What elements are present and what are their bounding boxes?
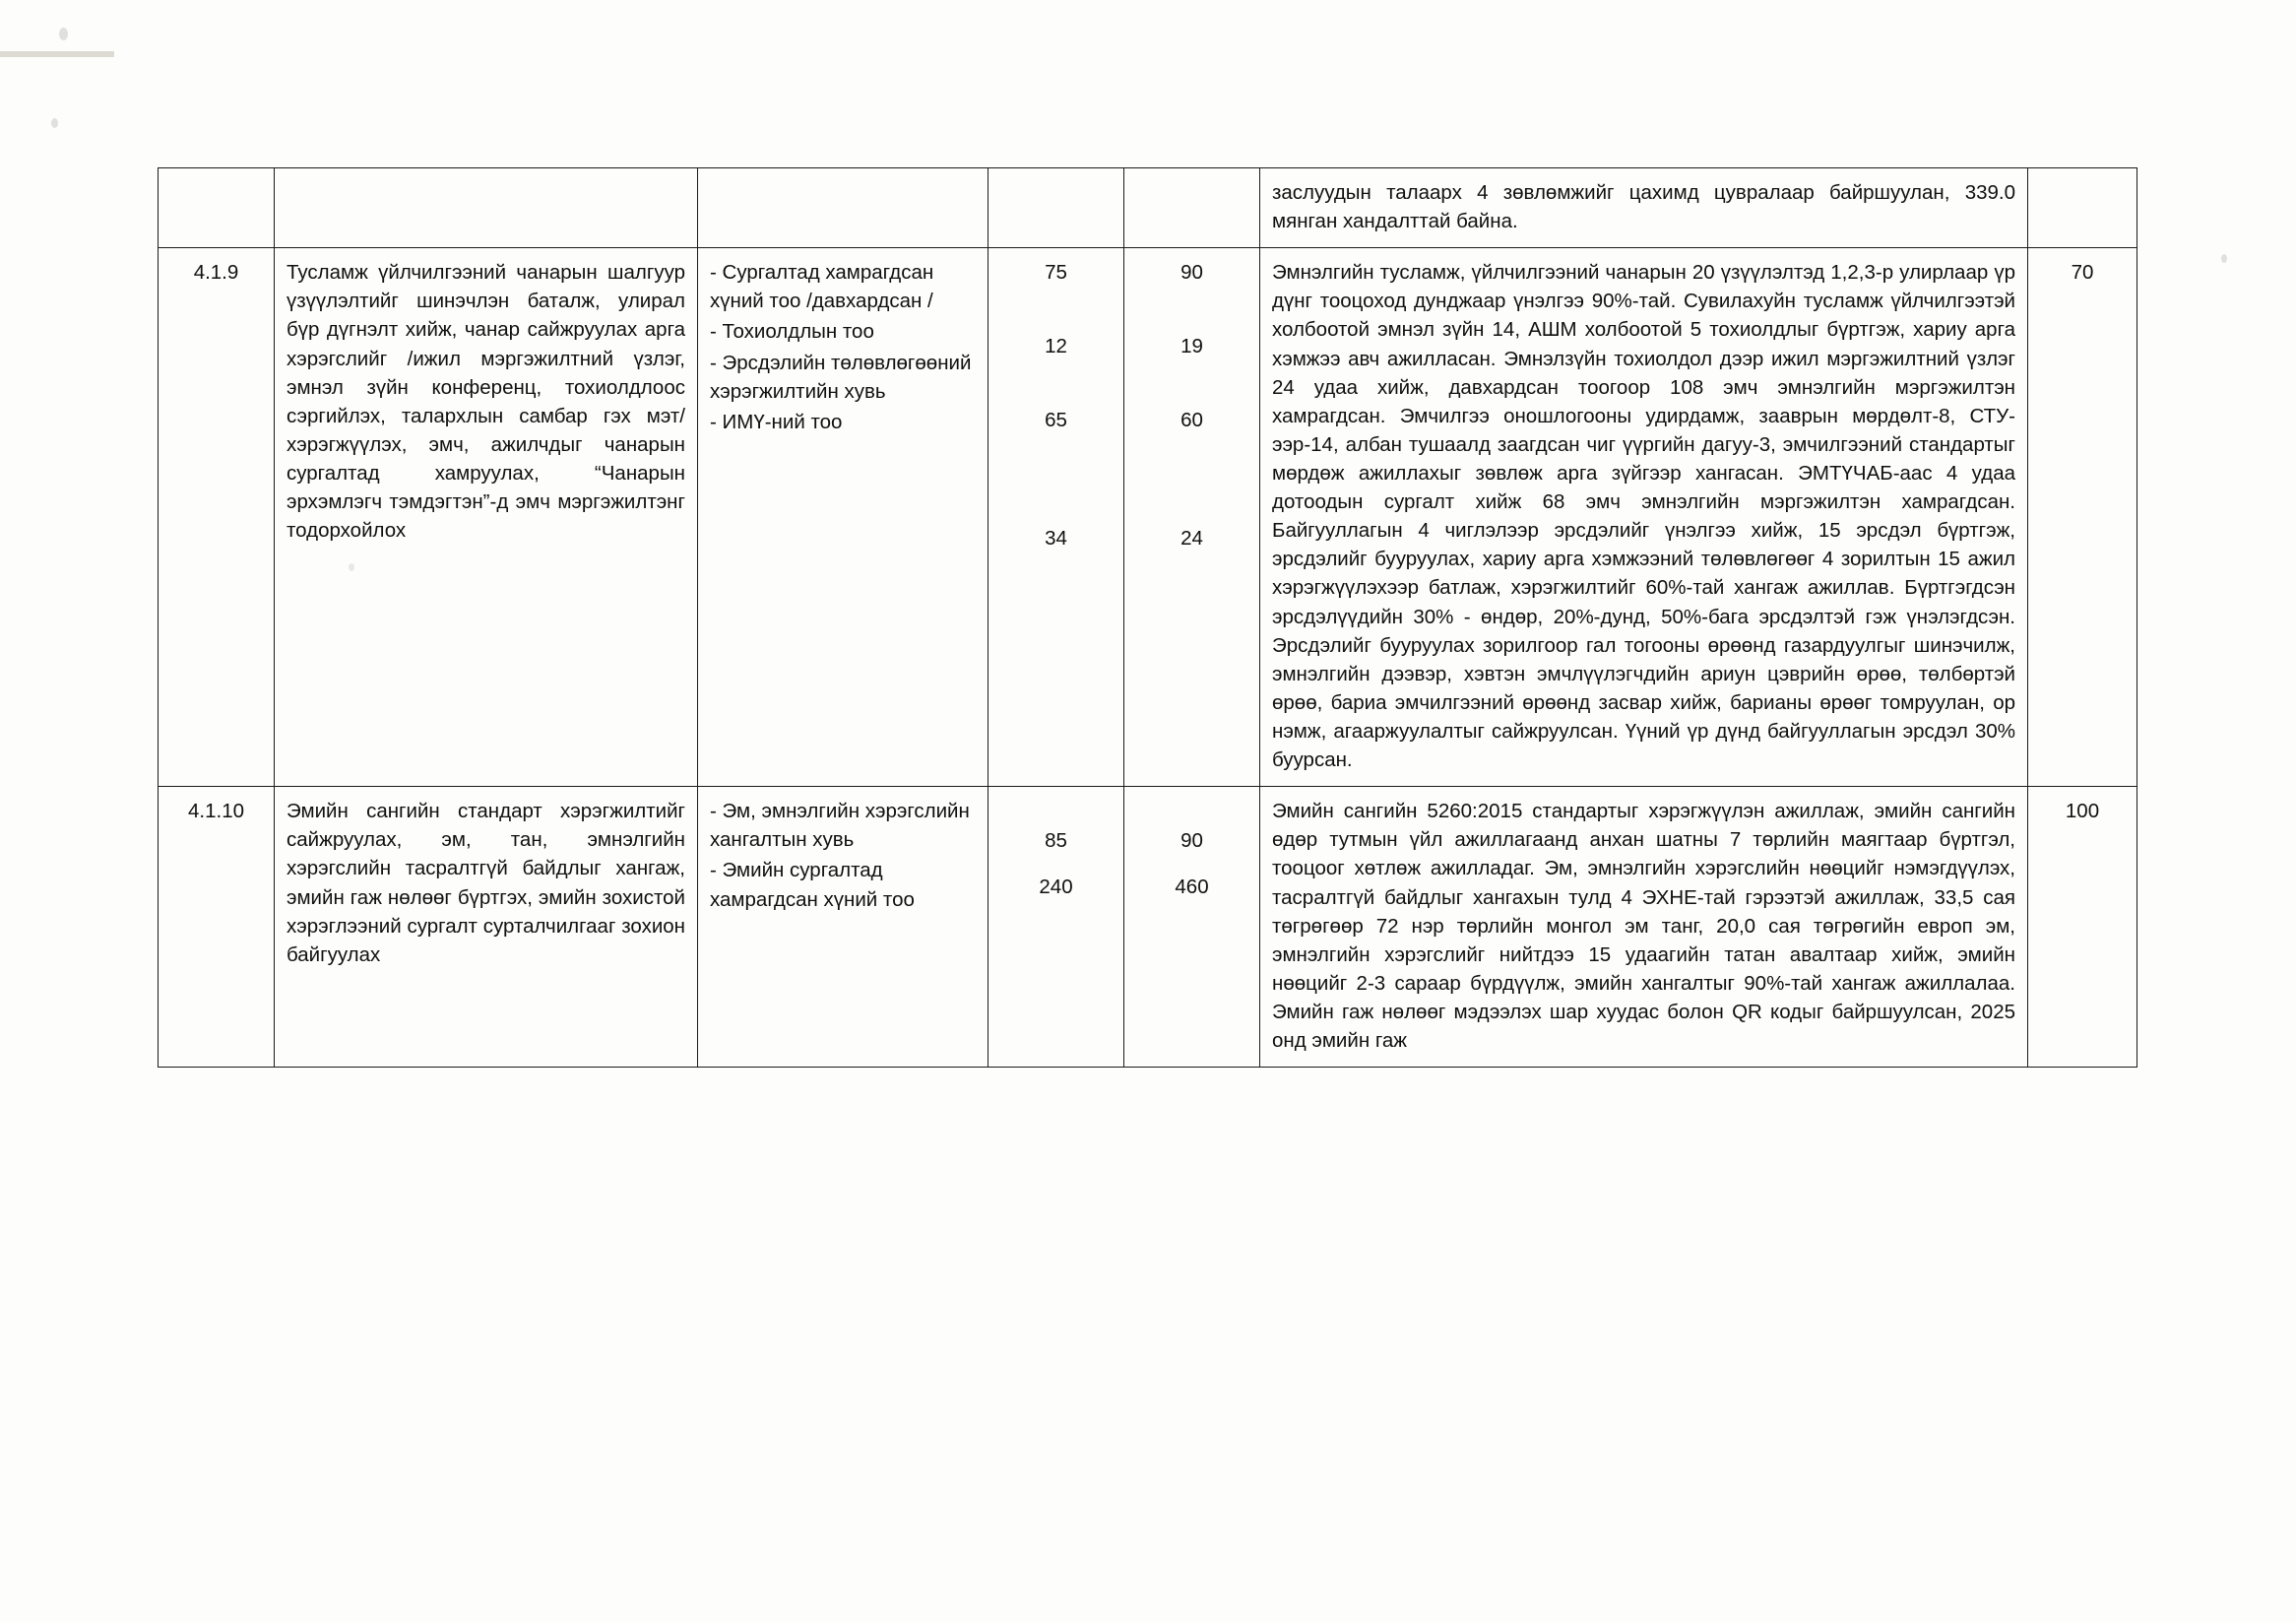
indicator-item: - Эм, эмнэлгийн хэрэгслийн хангалтын хувь (710, 800, 970, 852)
row-description-cell (1260, 787, 2028, 1068)
row-description-cell (1260, 168, 2028, 248)
row-score-cell (2028, 168, 2137, 248)
fact-value: 90 (1180, 261, 1203, 285)
indicator-item: - Эмийн сургалтад хамрагдсан хүний тоо (710, 859, 915, 911)
row-task-cell: Эмийн сангийн стандарт хэрэгжилтийг сайжруулах, эм, тан, эмнэлгийн хэрэгслийн тасралтгүй байдлыг хангаж, эмийн гаж нөлөөг бүртгэх, эмийн зохистой хэрэглээний сургалт сурталчилгааг зохион байгуулах (275, 787, 698, 1068)
row-plan-cell (989, 248, 1124, 787)
row-plan-cell (989, 168, 1124, 248)
plan-value: 240 (1039, 876, 1073, 899)
row-plan-cell (989, 787, 1124, 1068)
row-index-cell: 4.1.10 (159, 787, 275, 1068)
scan-speck (59, 28, 68, 40)
fact-value: 24 (1180, 526, 1203, 550)
row-score-cell: 70 (2028, 248, 2137, 787)
fact-value: 90 (1180, 829, 1203, 853)
row-task-cell (275, 168, 698, 248)
row-task-cell: Тусламж үйлчилгээний чанарын шалгуур үзүүлэлтийг шинэчлэн баталж, улирал бүр дүгнэлт хийж, чанар сайжруулах арга хэрэгслийг /ижил мэргэжилтний үзлэг, эмнэл зүйн конференц, тохиолдлоос сэргийлэх, талархлын самбар гэх мэт/ хэрэгжүүлэх, эмч, ажилчдыг чанарын сургалтад хамруулах, “Чанарын эрхэмлэгч тэмдэгтэн”-д эмч мэргэжилтэнг тодорхойлох (275, 248, 698, 787)
plan-value: 85 (1045, 829, 1067, 853)
row-indicator-cell (698, 248, 989, 787)
row-index-cell (159, 168, 275, 248)
table-row (159, 248, 2137, 787)
fact-value: 460 (1175, 876, 1209, 899)
indicator-item: - ИМҮ-ний тоо (710, 410, 843, 433)
plan-value: 34 (1045, 526, 1067, 550)
indicator-item: - Тохиолдлын тоо (710, 320, 874, 344)
table-row (159, 168, 2137, 248)
report-table (158, 167, 2137, 1068)
row-description-text: Эмнэлгийн тусламж, үйлчилгээний чанарын 20 үзүүлэлтэд 1,2,3-р улирлаар үр дүнг тооцоход дунджаар үнэлгээ 90%-тай. Сувилахуйн тусламж үйлчилгээтэй холбоотой эмнэл зүйн 14, АШМ холбоотой 5 тохиолдлыг бүртгэж, хариу арга хэмжээ авч ажилласан. Эмнэлзүйн тохиолдол дээр ижил мэргэжилтний үзлэг 24 удаа хийж, давхардсан тоогоор 108 эмч эмнэлгийн мэргэжилтэн хамрагдсан. Эмчилгээ оношлогооны удирдамж, зааврын мөрдөлт-8, СТУ-ээр-14, албан тушаалд заагдсан чиг үүргийн дагуу-3, эмчилгээний стандартыг мөрдөж ажиллахыг зөвлөж арга зүйгээр хангасан. ЭМТҮЧАБ-аас 4 удаа дотоодын сургалт хийж 68 эмч эмнэлгийн мэргэжилтэн хамрагдсан. Байгууллагын 4 чиглэлээр эрсдэлийг үнэлгээ хийж, 15 эрсдэл бүртгэж, эрсдэлийг бууруулах, хариу арга хэмжээний төлөвлөгөөг 4 зорилтын 15 ажил хэрэгжүүлэхээр батлаж, хэрэгжилтийг 60%-тай хангаж ажиллав. Бүртгэгдсэн эрсдэлүүдийн 30% - өндөр, 20%-дунд, 50%-бага эрсдэлтэй гэж үнэлэгдсэн. Эрсдэлийг бууруулах зорилгоор гал тогооны өрөөнд газардуулгыг шинэчилж, эмнэлгийн дээвэр, хэвтэн эмчлүүлэгчдийн ариун цэврийн өрөө, төлбөртэй өрөө, бариа эмчилгээний өрөөнд засвар хийж, барианы өрөөг томруулан, ор нэмж, агааржуулалтыг сайжруулсан. Үүний үр дүнд байгууллагын эрсдэл 30% буурсан. (1272, 261, 2015, 772)
fact-value: 60 (1180, 409, 1203, 432)
row-score-cell: 100 (2028, 787, 2137, 1068)
indicator-item: - Эрсдэлийн төлөвлөгөөний хэрэгжилтийн хувь (710, 351, 972, 403)
row-fact-cell (1124, 787, 1260, 1068)
row-indicator-cell (698, 168, 989, 248)
plan-value: 65 (1045, 409, 1067, 432)
plan-value: 75 (1045, 261, 1067, 285)
row-description-text: заслуудын талаарх 4 зөвлөмжийг цахимд цувралаар байршуулан, 339.0 мянган хандалттай байна. (1272, 181, 2015, 233)
scan-speck (51, 118, 58, 128)
scan-edge-line-top (0, 51, 114, 57)
row-indicator-cell (698, 787, 989, 1068)
row-fact-cell (1124, 168, 1260, 248)
scan-speck (2221, 254, 2227, 263)
row-description-cell (1260, 248, 2028, 787)
fact-value: 19 (1180, 335, 1203, 358)
indicator-item: - Сургалтад хамрагдсан хүний тоо /давхардсан / (710, 261, 934, 313)
row-index-cell: 4.1.9 (159, 248, 275, 787)
row-fact-cell (1124, 248, 1260, 787)
table-row (159, 787, 2137, 1068)
plan-value: 12 (1045, 335, 1067, 358)
row-description-text: Эмийн сангийн 5260:2015 стандартыг хэрэгжүүлэн ажиллаж, эмийн сангийн өдөр тутмын үйл ажиллагаанд анхан шатны 7 төрлийн маягтаар бүртгэл, тооцоог хөтлөж ажилладаг. Эм, эмнэлгийн хэрэгслийн нөөцийг нэмэгдүүлэх, тасралтгүй байдлыг хангахын тулд 4 ЭХНЕ-тай гэрээтэй ажиллаж, 33,5 сая төгрөгөөр 72 нэр төрлийн монгол эм танг, 20,0 сая төгрөгийн европ эм, эмнэлгийн хэрэгслийг нийтдээ 15 удаагийн татан авалтаар хийж, эмийн нөөцийг 2-3 сараар бүрдүүлж, эмийн хангалтыг 90%-тай хангаж ажиллалаа. Эмийн гаж нөлөөг мэдээлэх шар хуудас болон QR кодыг байршуулсан, 2025 онд эмийн гаж (1272, 800, 2015, 1053)
